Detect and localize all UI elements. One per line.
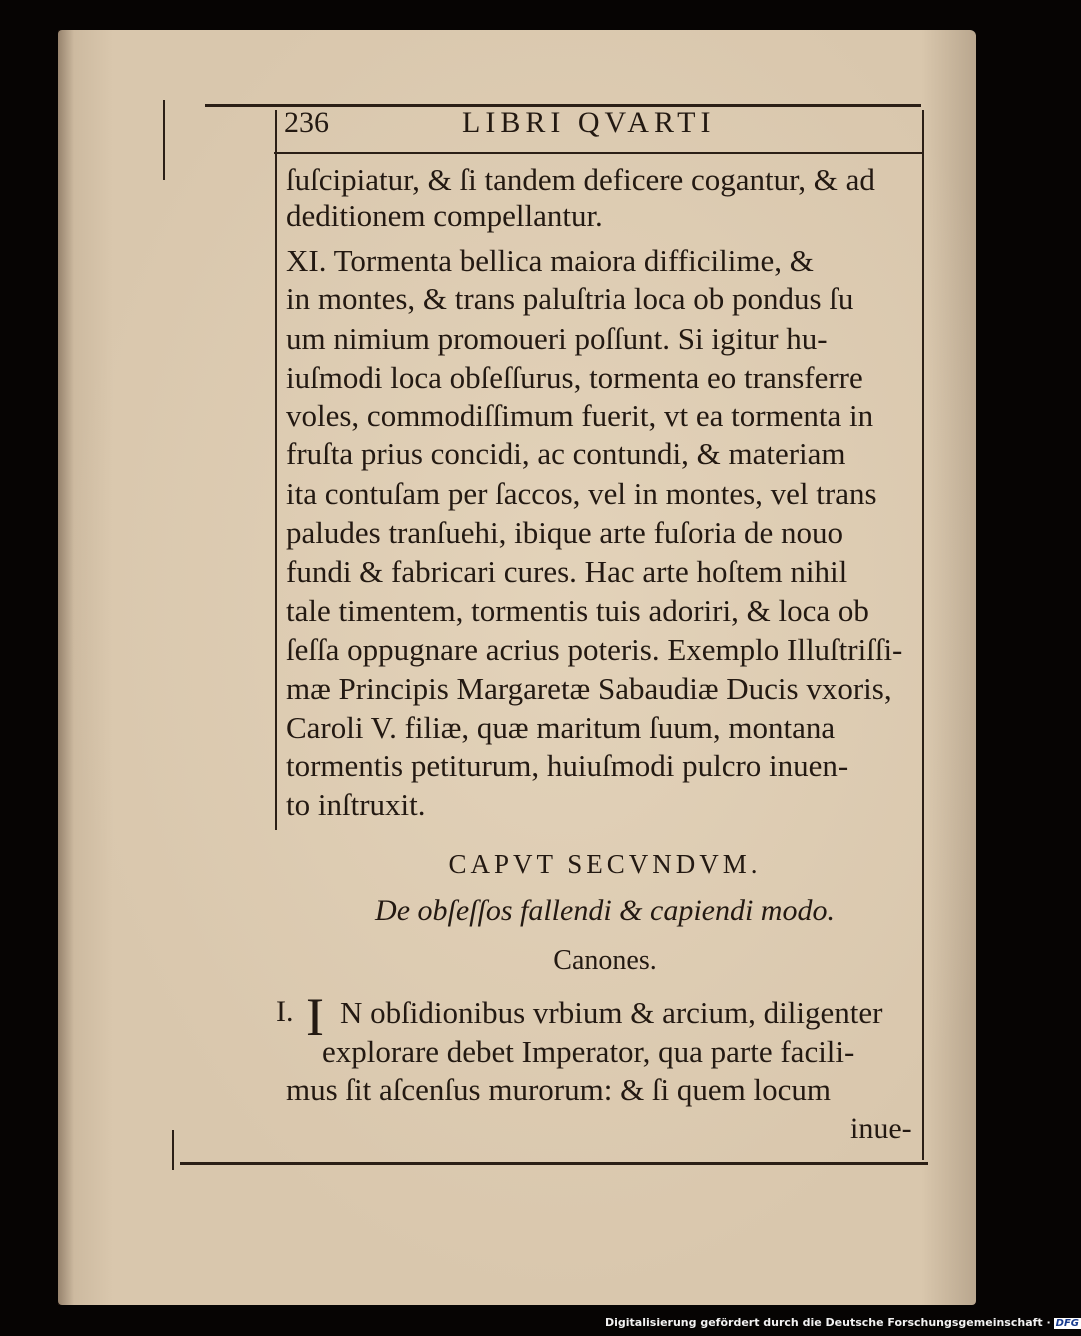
body-line: paludes tranſuehi, ibique arte fuſoria de nouo — [286, 515, 843, 550]
body-line: deditionem compellantur. — [286, 198, 603, 233]
body-line: to inſtruxit. — [286, 787, 426, 822]
body-line: fundi & fabricari cures. Hac arte hoſtem nihil — [286, 554, 848, 589]
body-line: tale timentem, tormentis tuis adoriri, & loca ob — [286, 593, 869, 628]
dfg-logo: DFG — [1055, 1318, 1080, 1329]
body-line: ſuſcipiatur, & ſi tandem deficere cogantur, & ad — [286, 162, 875, 197]
margin-mark — [163, 100, 165, 180]
page-number: 236 — [284, 106, 329, 139]
body-line: XI. Tormenta bellica maiora difficilime, & — [286, 243, 814, 278]
running-head: LIBRI QVARTI — [462, 106, 716, 139]
body-line: voles, commodiſſimum fuerit, vt ea tormenta in — [286, 398, 874, 433]
body-line: fruſta prius concidi, ac contundi, & materiam — [286, 436, 846, 471]
canon-line: mus ſit aſcenſus murorum: & ſi quem locum — [286, 1072, 832, 1107]
header-rule — [274, 152, 924, 154]
catchword: inue- — [850, 1112, 912, 1145]
canon-line: N obſidionibus vrbium & arcium, diligenter — [340, 995, 883, 1030]
credit-text: Digitalisierung gefördert durch die Deutsche Forschungsgemeinschaft · — [605, 1316, 1051, 1329]
canones-heading: Canones. — [553, 945, 657, 976]
canon-line: explorare debet Imperator, qua parte facili- — [322, 1034, 855, 1069]
page-gutter-shadow — [58, 30, 74, 1305]
digitization-credit — [605, 1316, 1081, 1329]
body-line: um nimium promoueri poſſunt. Si igitur hu- — [286, 321, 828, 356]
body-line: in montes, & trans paluſtria loca ob pondus ſu — [286, 281, 854, 316]
bottom-rule — [180, 1162, 928, 1165]
drop-cap: I — [306, 987, 324, 1047]
chapter-heading: CAPVT SECVNDVM. — [448, 849, 762, 879]
body-line: tormentis petiturum, huiuſmodi pulcro inuen- — [286, 748, 849, 783]
body-line: ſeſſa oppugnare acrius poteris. Exemplo Illuſtriſſi- — [286, 632, 903, 667]
body-line: mæ Principis Margaretæ Sabaudiæ Ducis vxoris, — [286, 671, 892, 706]
left-frame-rule — [275, 110, 277, 830]
chapter-subtitle: De obſeſſos fallendi & capiendi modo. — [375, 894, 835, 927]
margin-mark — [172, 1130, 174, 1170]
body-line: Caroli V. filiæ, quæ maritum ſuum, montana — [286, 710, 836, 745]
body-line: ita contuſam per ſaccos, vel in montes, vel trans — [286, 476, 877, 511]
canon-number: I. — [276, 995, 294, 1028]
body-line: iuſmodi loca obſeſſurus, tormenta eo transferre — [286, 360, 863, 395]
